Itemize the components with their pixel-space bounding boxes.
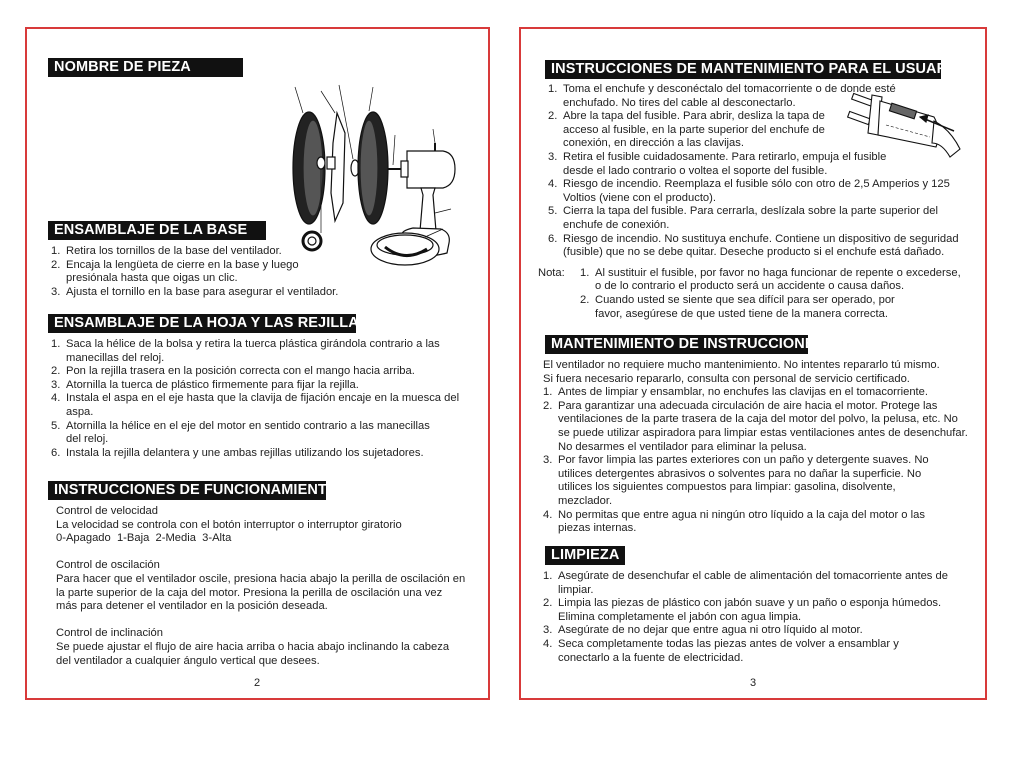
manual-page-2 <box>25 27 490 700</box>
page-number: 3 <box>750 677 757 689</box>
spinner <box>317 157 325 169</box>
tilt-control-text: Se puede ajustar el flujo de aire hacia arriba o hacia abajo inclinando la cabeza del ventilador a cualquier ángulo vertical que desees. <box>56 640 450 667</box>
list-item: 3. Por favor limpia las partes exteriores con un paño y detergente suaves. No utilices detergentes abrasivos o solventes para no dañar la superficie. No utilices los siguientes compuestos para limpiar: gasolina, disolvente, mezclador. <box>543 454 929 507</box>
section-header-cleaning: LIMPIEZA <box>545 546 625 565</box>
oscillation-control-heading: Control de oscilación <box>56 559 160 572</box>
section-header-base-assembly: ENSAMBLAJE DE LA BASE <box>48 221 266 240</box>
list-item: 3. Asegúrate de no dejar que entre agua ni otro líquido al motor. <box>543 624 863 637</box>
list-item: 2. Pon la rejilla trasera en la posición correcta con el mango hacia arriba. <box>51 365 415 378</box>
maintenance-intro-1: El ventilador no requiere mucho mantenimiento. No intentes repararlo tú mismo. <box>543 359 940 371</box>
user-maintenance-list <box>538 83 968 321</box>
list-item: 2. Encaja la lengüeta de cierre en la base y luego presiónala hasta que oigas un clic. <box>51 258 299 285</box>
note-block <box>538 267 968 321</box>
speed-control-heading: Control de velocidad <box>56 505 158 517</box>
section-header-maintenance: MANTENIMIENTO DE INSTRUCCIONES <box>545 335 808 354</box>
list-item: 4. No permitas que entre agua ni ningún otro líquido a la caja del motor o las piezas internas. <box>543 508 925 535</box>
list-item: 2. Abre la tapa del fusible. Para abrir, desliza la tapa de acceso al fusible, en la parte superior del enchufe de conexión, en dirección a las clavijas. <box>548 110 825 150</box>
list-item: 1. Toma el enchufe y desconéctalo del tomacorriente o de donde esté enchufado. No tires del cable al desconectarlo. <box>548 83 896 109</box>
note-item: 1. Al sustituir el fusible, por favor no haga funcionar de repente o excederse, o de lo contrario el producto será un accidente o causa daños. <box>580 266 961 293</box>
list-item: 6. Riesgo de incendio. No sustituya enchufe. Contiene un dispositivo de seguridad (fusible) que no se debe quitar. Deseche producto si el enchufe está dañado. <box>548 232 959 259</box>
list-item: 5. Cierra la tapa del fusible. Para cerrarla, deslízala sobre la parte superior del enchufe de conexión. <box>548 205 938 231</box>
list-item: 4. Instala el aspa en el eje hasta que la clavija de fijación encaje en la muesca del aspa. <box>51 392 460 418</box>
speed-settings: 0-Apagado 1-Baja 2-Media 3-Alta <box>56 532 232 545</box>
note-label: Nota: <box>538 266 565 279</box>
list-item: 3. Atornilla la tuerca de plástico firmemente para fijar la rejilla. <box>51 378 359 391</box>
blade-assembly-list <box>51 338 463 460</box>
speed-control-text: La velocidad se controla con el botón interruptor o interruptor giratorio <box>56 518 402 531</box>
list-item: 4. Riesgo de incendio. Reemplaza el fusible sólo con otro de 2,5 Amperios y 125 Voltios (viene con el producto). <box>548 178 950 204</box>
list-item: 1. Saca la hélice de la bolsa y retira la tuerca plástica girándola contrario a las manecillas del reloj. <box>51 338 440 364</box>
note-item: 2. Cuando usted se siente que sea difícil para ser operado, por favor, asegúrese de que usted tiene de la manera correcta. <box>580 293 895 320</box>
list-item: 4. Seca completamente todas las piezas antes de volver a ensamblar y conectarlo a la fuente de electricidad. <box>543 637 899 664</box>
list-item: 2. Limpia las piezas de plástico con jabón suave y un paño o esponja húmedos. Elimina completamente el jabón con agua limpia. <box>543 597 942 623</box>
list-item: 5. Atornilla la hélice en el eje del motor en sentido contrario a las manecillas del reloj. <box>51 419 430 446</box>
page-number: 2 <box>254 677 261 689</box>
list-item: 6. Instala la rejilla delantera y une ambas rejillas utilizando los sujetadores. <box>51 446 424 459</box>
list-item: 2. Para garantizar una adecuada circulación de aire hacia el motor. Protege las ventilaciones de la parte trasera de la caja del motor del polvo, la pelusa, etc. No se puede utilizar aspiradora para limpiar estas ventilaciones antes de desenchufar. No desarmes el ventilador para eliminar la pelusa. <box>543 399 968 453</box>
tilt-control-heading: Control de inclinación <box>56 627 163 640</box>
list-item: 1. Retira los tornillos de la base del ventilador. <box>51 245 282 257</box>
fan-base-diagram <box>367 219 457 274</box>
cleaning-list <box>543 570 953 665</box>
section-header-blade-assembly: ENSAMBLAJE DE LA HOJA Y LAS REJILLAS <box>48 314 356 333</box>
section-header-operation: INSTRUCCIONES DE FUNCIONAMIENTO <box>48 481 326 500</box>
list-item: 1. Antes de limpiar y ensamblar, no enchufes las clavijas en el tomacorriente. <box>543 386 928 399</box>
motor-housing <box>407 151 455 188</box>
list-item: 3. Retira el fusible cuidadosamente. Para retirarlo, empuja el fusible desde el lado contrario o voltea el soporte del fusible. <box>548 150 887 177</box>
manual-page-3 <box>519 27 987 700</box>
section-header-part-names: NOMBRE DE PIEZA <box>48 58 243 77</box>
maintenance-text <box>543 359 971 536</box>
maintenance-intro-2: Si fuera necesario repararlo, consulta con personal de servicio certificado. <box>543 372 910 385</box>
oscillation-control-text: Para hacer que el ventilador oscile, presiona hacia abajo la perilla de oscilación en la parte superior de la caja del motor. Presiona la perilla de oscilación una vez más para detener el ventilador en la posición deseada. <box>56 572 466 613</box>
list-item: 3. Ajusta el tornillo en la base para asegurar el ventilador. <box>51 285 339 298</box>
base-assembly-list <box>51 245 341 299</box>
section-header-user-maintenance: INSTRUCCIONES DE MANTENIMIENTO PARA EL USUARIO <box>545 60 941 79</box>
operation-text <box>56 505 466 668</box>
list-item: 1. Asegúrate de desenchufar el cable de alimentación del tomacorriente antes de limpiar. <box>543 570 948 596</box>
